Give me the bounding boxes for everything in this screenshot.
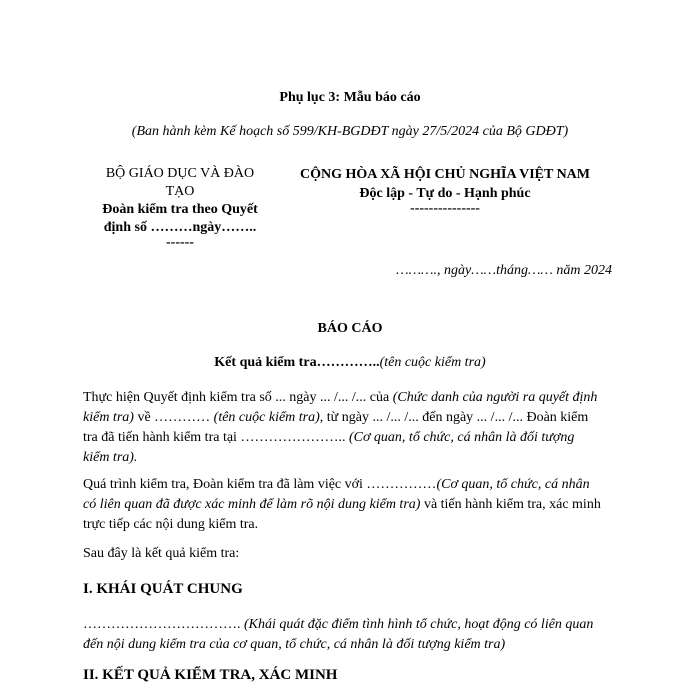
p1-italic-3: (Cơ quan, tổ chức, cá nhân là đối tượng kiểm tra).: [83, 430, 575, 465]
result-label: Kết quả kiểm tra…………..: [214, 355, 380, 370]
paragraph-intro-results: Sau đây là kết quả kiểm tra:: [83, 546, 240, 561]
p1-italic-2: (tên cuộc kiểm tra): [213, 410, 320, 425]
date-line: ………., ngày……tháng…… năm 2024: [396, 263, 612, 278]
report-subject: [0, 355, 700, 371]
s1-italic-1: (Khái quát đặc điểm tình hình tổ chức, hoạt động có liên quan đến nội dung kiểm tra của cơ quan, tổ chức, cá nhân là đối tượng kiểm tra): [83, 617, 594, 652]
appendix-title: Phụ lục 3: Mẫu báo cáo: [279, 90, 421, 105]
p2-text-1: Quá trình kiểm tra, Đoàn kiểm tra đã làm việc với ……………: [83, 477, 437, 492]
section-1-body: [83, 615, 603, 655]
paragraph-process: [83, 475, 603, 535]
p1-text-1: Thực hiện Quyết định kiểm tra số ... ngày ... /... /... của: [83, 390, 393, 405]
section-1-heading: I. KHÁI QUÁT CHUNG: [83, 581, 243, 597]
national-header: [280, 165, 610, 215]
national-motto: Độc lập - Tự do - Hạnh phúc: [359, 186, 531, 201]
p1-italic-1: (Chức danh của người ra quyết định kiểm tra): [83, 390, 598, 425]
p2-text-2: và tiến hành kiểm tra, xác minh trực tiếp các nội dung kiểm tra.: [83, 497, 601, 532]
appendix-subtitle: (Ban hành kèm Kế hoạch số 599/KH-BGDĐT ngày 27/5/2024 của Bộ GDĐT): [131, 124, 569, 139]
p1-text-2: về …………: [133, 410, 214, 425]
p1-text-3: , từ ngày ... /... /... đến ngày ... /... /... Đoàn kiểm tra đã tiến hành kiểm tra tại …………………..: [83, 410, 589, 445]
p2-italic-1: (Cơ quan, tổ chức, cá nhân có liên quan đã được xác minh để làm rõ nội dung kiểm tra): [83, 477, 590, 512]
ministry-name-line2: TẠO: [165, 184, 195, 199]
right-divider: ---------------: [410, 201, 480, 216]
inspection-team-line1: Đoàn kiểm tra theo Quyết: [102, 202, 258, 217]
s1-text-1: …………………………….: [83, 617, 244, 632]
nation-name: CỘNG HÒA XÃ HỘI CHỦ NGHĨA VIỆT NAM: [299, 167, 590, 182]
ministry-block: [80, 165, 280, 249]
paragraph-decision: [83, 388, 603, 468]
left-divider: ------: [166, 235, 194, 250]
ministry-name-line1: BỘ GIÁO DỤC VÀ ĐÀO: [105, 166, 255, 181]
report-title: BÁO CÁO: [317, 321, 383, 336]
inspection-team-line2: định số ………ngày……..: [103, 220, 257, 235]
result-hint: (tên cuộc kiểm tra): [379, 355, 486, 370]
section-2-heading: II. KẾT QUẢ KIỂM TRA, XÁC MINH: [83, 667, 338, 683]
